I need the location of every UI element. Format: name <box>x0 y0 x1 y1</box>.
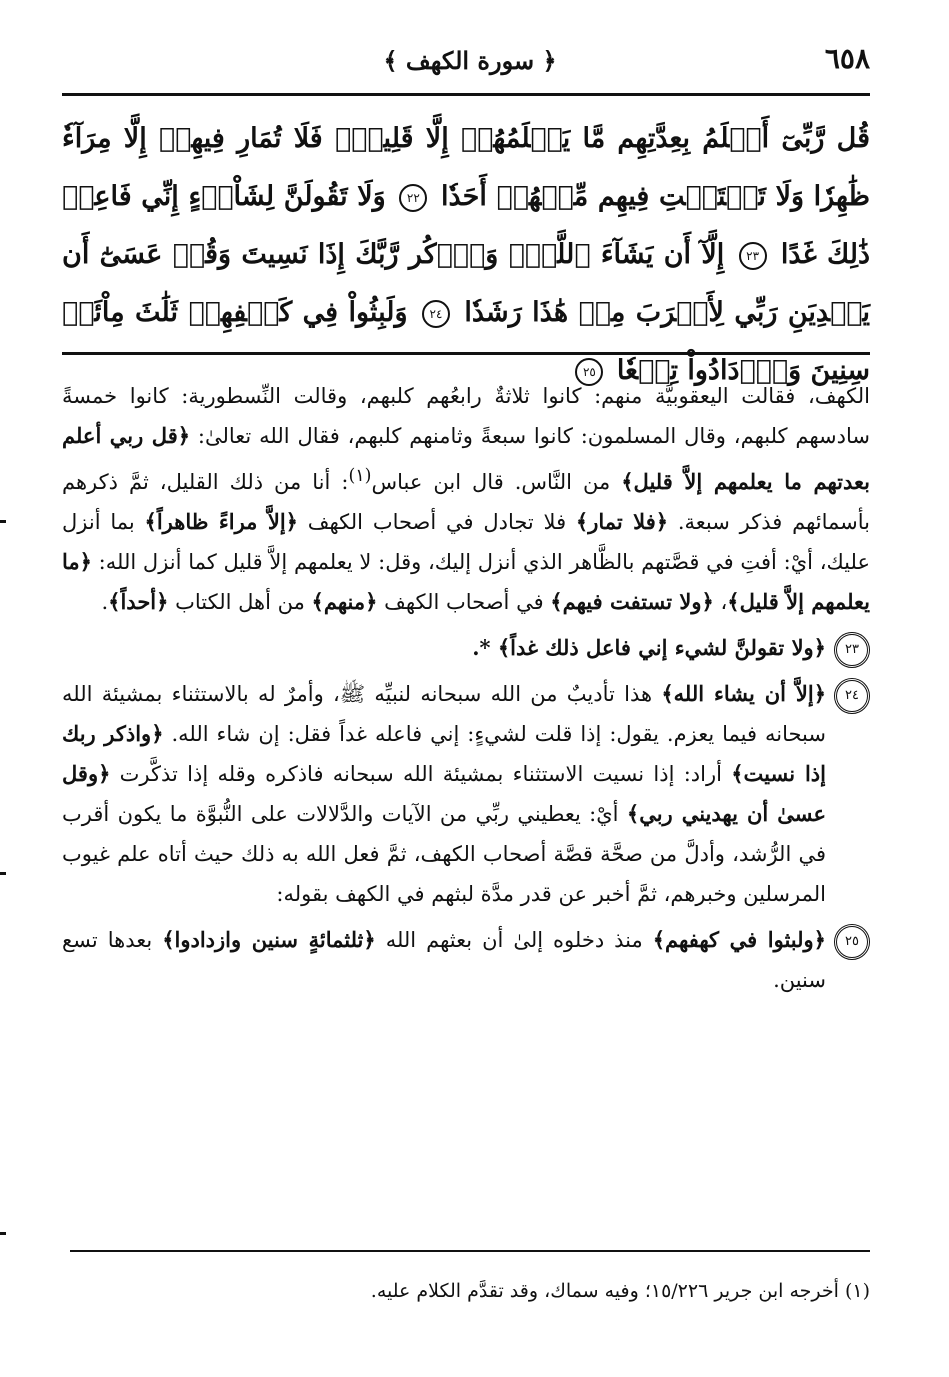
quoted-verse: ﴿وقل عسىٰ أن يهديني ربي﴾ <box>62 761 827 826</box>
commentary-text: في أصحاب الكهف <box>377 590 551 614</box>
quoted-verse: ﴿فلا تمار﴾ <box>575 509 669 534</box>
commentary-text: . <box>101 590 109 614</box>
commentary-text: من النَّاس. قال ابن عباس <box>371 470 622 494</box>
scan-margin-mark <box>0 1232 6 1235</box>
commentary-text: أيْ: يعطيني ربِّي من الآيات والدَّلالات على النُّبوَّة ما يكون أقرب في الرُّشد، وأدلَّ من صحَّة قصَّة أصحاب الكهف، ثمَّ فعل الله به ذلك حيث أتاه علم غيوب المرسلين وخبرهم، ثمَّ أخبر عن قدر مدَّة لبثهم في الكهف بقوله: <box>62 802 826 906</box>
quran-verse-25: وَلَبِثُواْ فِي كَهۡفِهِمۡ ثَلَٰثَ مِاْئَةٖ سِنِينَ وَٱزۡدَادُواْ تِسۡعٗا <box>62 297 870 386</box>
quoted-verse: ﴿واذكر ربك إذا نسيت﴾ <box>62 721 826 786</box>
quoted-verse: ﴿إلاَّ أن يشاء الله﴾ <box>661 681 827 706</box>
commentary-text: فلا تجادل في أصحاب الكهف <box>297 510 576 534</box>
quoted-verse: ﴿ثلثمائةٍ سنين وازدادوا﴾ <box>162 927 376 952</box>
quoted-verse: ﴿ما يعلمهم إلاَّ قليل﴾ <box>62 549 870 614</box>
quoted-verse: ﴿قل ربي أعلم بعدتهم ما يعلمهم إلاَّ قليل﴾ <box>62 423 870 494</box>
quran-bottom-rule <box>62 352 870 355</box>
surah-title: ﴿ سورة الكهف ﴾ <box>383 45 557 75</box>
commentary-paragraph-23 <box>62 628 870 668</box>
commentary-text: منذ دخلوه إلىٰ أن بعثهم الله <box>375 928 653 952</box>
commentary-text: بعدها تسع سنين. <box>62 928 826 992</box>
commentary-text: هذا تأديبٌ من الله سبحانه لنبيِّه ﷺ، وأمرٌ له بالاستثناء بمشيئة الله سبحانه فيما يعزم. يقول: إذا قلت لشيءٍ: إني فاعله غداً فقل: إن شاء الله. <box>62 682 826 746</box>
footnote-text: أخرجه ابن جرير ١٥/٢٢٦؛ وفيه سماك، وقد تقدَّم الكلام عليه. <box>370 1280 839 1302</box>
quran-verse-23: وَلَا تَقُولَنَّ لِشَاْيۡءٍ إِنِّي فَاعِلٞ ذَٰلِكَ غَدًا <box>62 181 871 270</box>
commentary-paragraph-22 <box>62 376 870 622</box>
commentary-text <box>62 920 826 1000</box>
quoted-verse: ﴿ولبثوا في كهفهم﴾ <box>652 927 826 952</box>
page-number: ٦٥٨ <box>824 42 870 75</box>
footnote-number: (١) <box>844 1280 870 1302</box>
ayah-number-24: ٢٤ <box>422 300 450 328</box>
scan-margin-mark <box>0 872 6 875</box>
commentary-text <box>62 674 826 914</box>
ayah-number-25: ٢٥ <box>575 358 603 386</box>
quoted-verse: ﴿ولا تقولنَّ لشيء إني فاعل ذلك غداً﴾ <box>497 635 826 660</box>
footnote-reference: (١) <box>348 466 372 486</box>
commentary-text: من أهل الكتاب <box>168 590 312 614</box>
commentary-text: *. <box>472 635 498 660</box>
page-header <box>70 38 870 82</box>
commentary-text: الكهف، فقالت اليعقوبيَّة منهم: كانوا ثلاثةٌ رابعُهم كلبهم، وقالت النِّسطورية: كانوا خمسةً سادسهم كلبهم، وقال المسلمون: كانوا سبعةً وثامنهم كلبهم، فقال الله تعالىٰ: <box>62 384 870 448</box>
commentary-text: ، <box>713 590 728 614</box>
commentary-paragraph-24 <box>62 674 870 914</box>
tafsir-commentary <box>62 376 870 1000</box>
footnote <box>70 1276 870 1306</box>
ayah-number-25-marker: ٢٥ <box>834 924 870 960</box>
quran-verse-22: قُل رَّبِّىٓ أَعۡلَمُ بِعِدَّتِهِم مَّا يَعۡلَمُهُمۡ إِلَّا قَلِيلٞۗ فَلَا تُمَارِ فِيهِمۡ إِلَّا مِرَآءٗ ظَٰهِرٗا وَلَا تَسۡتَفۡتِ فِيهِم مِّنۡهُمۡ أَحَدٗا <box>62 123 870 212</box>
quran-verse-24: إِلَّآ أَن يَشَآءَ ٱللَّهُۚ وَٱذۡكُر رَّبَّكَ إِذَا نَسِيتَ وَقُلۡ عَسَىٰٓ أَن يَهۡدِيَنِ رَبِّي لِأَقۡرَبَ مِنۡ هَٰذَا رَشَدٗا <box>62 239 870 328</box>
header-rule <box>62 93 870 96</box>
commentary-paragraph-25 <box>62 920 870 1000</box>
quran-verses <box>62 110 870 400</box>
quoted-verse: ﴿منهم﴾ <box>311 589 378 614</box>
ayah-number-23: ٢٣ <box>739 242 767 270</box>
quoted-verse: ﴿إلاَّ مراءً ظاهراً﴾ <box>144 509 298 534</box>
commentary-text: بما أنزل عليك، أيْ: أفتِ في قصَّتهم بالظَّاهر الذي أنزل إليك، وقل: لا يعلمهم إلاَّ قليل كما أنزل الله: <box>62 510 870 574</box>
footnote-rule <box>70 1250 870 1252</box>
quoted-verse: ﴿أحداً﴾ <box>108 589 169 614</box>
commentary-text: أراد: إذا نسيت الاستثناء بمشيئة الله سبحانه فاذكره وقله إذا تذكَّرت <box>110 762 732 786</box>
ayah-number-24-marker: ٢٤ <box>834 678 870 714</box>
ayah-number-23-marker: ٢٣ <box>834 632 870 668</box>
commentary-text: : أنا من ذلك القليل، ثمَّ ذكرهم بأسمائهم فذكر سبعة. <box>62 470 870 534</box>
ayah-number-22: ٢٢ <box>399 184 427 212</box>
quoted-verse: ﴿ولا تستفت فيهم﴾ <box>550 589 714 614</box>
scan-margin-mark <box>0 520 6 523</box>
commentary-text <box>62 628 826 668</box>
